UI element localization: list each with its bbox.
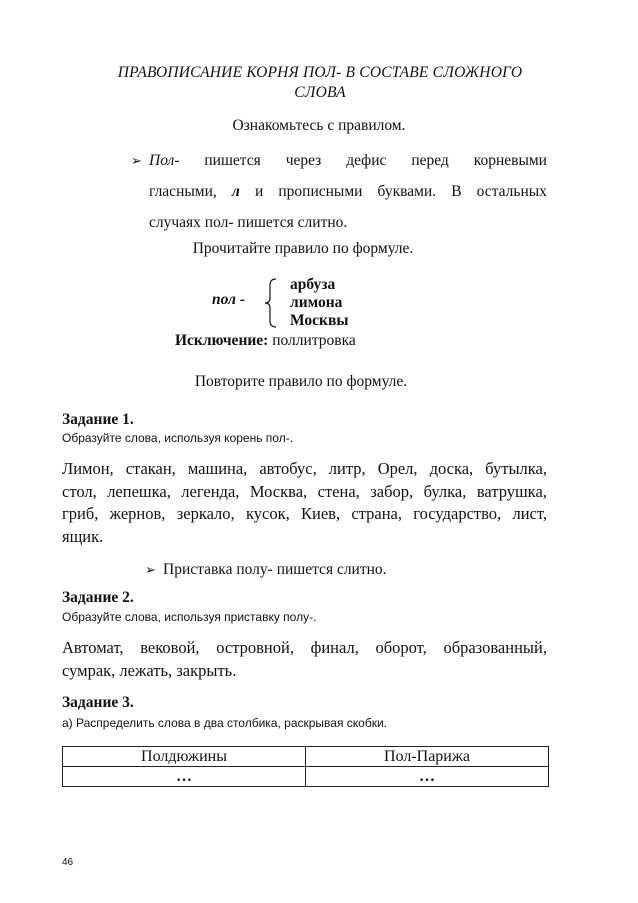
task-2-instruction: Образуйте слова, используя приставку полу-. [62, 610, 317, 624]
word: вековой, [140, 638, 200, 657]
word: автобус, [259, 459, 317, 478]
word: доска, [429, 459, 474, 478]
word: лист, [512, 504, 547, 523]
task-1-line-3 [62, 503, 547, 526]
word: стакан, [125, 459, 176, 478]
page-title [60, 63, 580, 103]
table-cell: … [306, 767, 549, 787]
word: машина, [187, 459, 248, 478]
exception-word: поллитровка [272, 332, 356, 349]
rule-word: и [254, 183, 264, 200]
rule-word: буквами. [377, 183, 437, 200]
word: оборот, [375, 638, 427, 657]
rule-word: л [231, 183, 240, 200]
distribution-table [62, 746, 549, 787]
word: кусок, [245, 504, 290, 523]
word: литр, [328, 459, 366, 478]
word: лепешка, [107, 481, 171, 501]
task-1-line-2 [62, 481, 547, 504]
word: финал, [310, 638, 359, 657]
exception-line [175, 332, 356, 350]
formula-word-3: Москвы [290, 312, 349, 329]
rule-word: В [451, 183, 462, 200]
word: страна, [351, 504, 402, 523]
task-1-words [62, 458, 547, 548]
table-header-cell: Пол-Парижа [306, 747, 549, 767]
word: стол, [62, 481, 97, 501]
rule-word: перед [411, 152, 449, 169]
rule-word: Пол- [149, 152, 180, 169]
rule-line-1 [131, 152, 547, 171]
word: бутылка, [485, 459, 547, 478]
word: зеркало, [176, 504, 235, 523]
word: ватрушка, [476, 481, 547, 501]
word: государство, [413, 504, 502, 523]
formula-prefix: пол - [212, 291, 245, 308]
read-formula-instruction: Прочитайте правило по формуле. [192, 240, 414, 257]
word: Киев, [301, 504, 341, 523]
word: легенда, [181, 481, 240, 501]
rule-2-text: Приставка полу- пишется слитно. [163, 561, 387, 578]
title-line-1: ПРАВОПИСАНИЕ КОРНЯ ПОЛ- В СОСТАВЕ СЛОЖНОГО [117, 64, 523, 81]
word: образованный, [443, 638, 547, 657]
table-header-cell: Полдюжины [63, 747, 306, 767]
exception-label: Исключение: [175, 332, 269, 349]
rule-line-3: случаях пол- пишется слитно. [149, 214, 348, 231]
word: Орел, [377, 459, 418, 478]
word: Лимон, [62, 459, 114, 478]
rule-word: остальных [476, 183, 547, 200]
task-3-instruction: а) Распределить слова в два столбика, раскрывая скобки. [62, 716, 388, 730]
rule-word: прописными [278, 183, 363, 200]
title-line-2: СЛОВА [294, 84, 346, 101]
word: жернов, [109, 504, 166, 523]
page-number: 46 [62, 857, 74, 868]
arrow-bullet-icon: ➢ [145, 563, 156, 578]
table-row [63, 767, 549, 787]
task-1-line-1 [62, 458, 547, 481]
task-1-title: Задание 1. [62, 411, 134, 428]
task-2-line-2: сумрак, лежать, закрыть. [62, 660, 237, 680]
rule-line-2 [149, 183, 547, 201]
word: стена, [317, 481, 360, 501]
task-2-words [62, 637, 547, 682]
rule-word: гласными, [149, 183, 217, 200]
word: островной, [216, 638, 294, 657]
repeat-formula-instruction: Повторите правило по формуле. [194, 373, 408, 390]
rule-2 [145, 561, 387, 579]
intro-text: Ознакомьтесь с правилом. [232, 117, 406, 134]
rule-word: через [285, 152, 322, 169]
word: Москва, [249, 481, 308, 501]
formula-word-2: лимона [290, 294, 343, 311]
word: забор, [370, 481, 414, 501]
task-1-line-4: ящик. [62, 526, 104, 546]
table-header-row [63, 747, 549, 767]
word: Автомат, [62, 638, 124, 657]
table-cell: … [63, 767, 306, 787]
task-2-title: Задание 2. [62, 589, 134, 606]
rule-word: дефис [346, 152, 387, 169]
task-3-title: Задание 3. [62, 694, 134, 711]
task-1-instruction: Образуйте слова, используя корень пол-. [62, 431, 294, 445]
rule-word: пишется [204, 152, 261, 169]
task-2-line-1 [62, 637, 547, 660]
word: булка, [423, 481, 467, 501]
arrow-bullet-icon: ➢ [131, 154, 142, 169]
rule-word: корневыми [473, 152, 547, 169]
word: гриб, [62, 504, 99, 523]
formula-word-1: арбуза [290, 276, 336, 293]
curly-brace-icon [262, 278, 280, 328]
